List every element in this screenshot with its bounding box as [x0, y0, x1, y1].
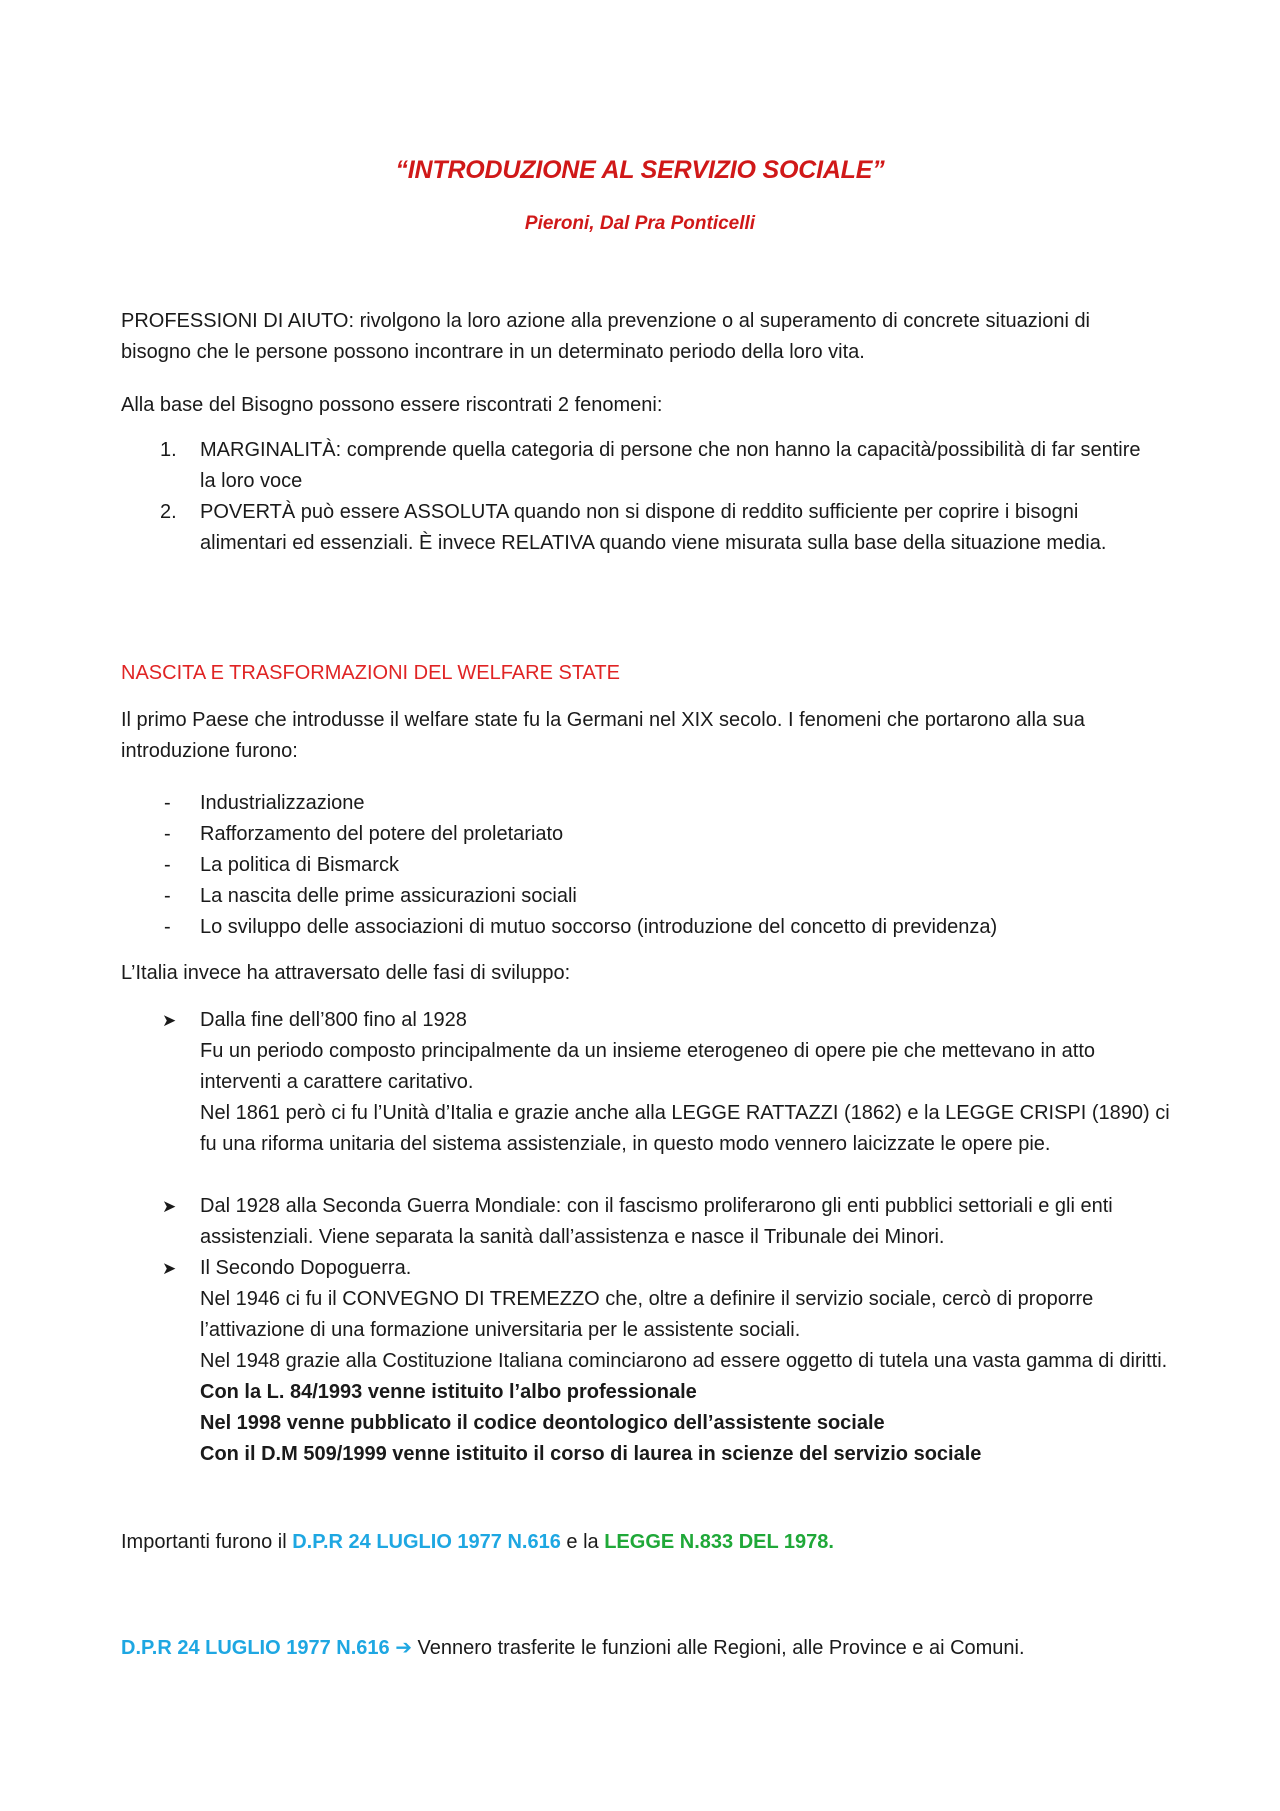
dash-item-text: Rafforzamento del potere del proletariato [200, 823, 564, 845]
important-mid: e la [560, 1531, 605, 1553]
phase-3-law-3: Con il D.M 509/1999 venne istituito il corso di laurea in scienze del servizio sociale [200, 1443, 982, 1465]
phase-3-law-1: Con la L. 84/1993 venne istituito l’albo professionale [200, 1381, 697, 1403]
dash-marker: - [164, 792, 171, 814]
dpr-paragraph [121, 1633, 1161, 1664]
dash-marker: - [164, 823, 171, 845]
dash-marker: - [164, 854, 171, 876]
intro-paragraph: PROFESSIONI DI AIUTO: rivolgono la loro azione alla prevenzione o al superamento di concrete situazioni di bisogno che le persone possono incontrare in un determinato periodo della loro vita. [121, 310, 1091, 363]
important-prefix: Importanti furono il [121, 1531, 293, 1553]
phase-3-detail: Nel 1948 grazie alla Costituzione Italiana cominciarono ad essere oggetto di tutela una vasta gamma di diritti. [200, 1350, 1168, 1372]
welfare-paragraph: Il primo Paese che introdusse il welfare state fu la Germani nel XIX secolo. I fenomeni che portarono alla sua introduzione furono: [121, 709, 1085, 762]
numbered-item-2 [160, 497, 1160, 559]
dash-marker: - [164, 916, 171, 938]
arrowhead-bullet-icon: ➤ [162, 1259, 177, 1278]
dash-item [164, 881, 1150, 912]
dash-item-text: Lo sviluppo delle associazioni di mutuo soccorso (introduzione del concetto di previdenza) [200, 916, 998, 938]
dash-marker: - [164, 885, 171, 907]
dash-item [164, 819, 1150, 850]
bisogno-paragraph: Alla base del Bisogno possono essere riscontrati 2 fenomeni: [121, 394, 663, 416]
welfare-heading: NASCITA E TRASFORMAZIONI DEL WELFARE STATE [121, 662, 620, 684]
dash-item-text: Industrializzazione [200, 792, 365, 814]
document-subtitle: Pieroni, Dal Pra Ponticelli [524, 213, 756, 234]
phase-item-3 [162, 1253, 1175, 1470]
dash-item [164, 850, 1150, 881]
list-number: 1. [160, 439, 177, 461]
numbered-item-1 [160, 435, 1160, 497]
list-number: 2. [160, 501, 177, 523]
dash-item-text: La politica di Bismarck [200, 854, 399, 876]
document-title: “INTRODUZIONE AL SERVIZIO SOCIALE” [395, 156, 885, 184]
dpr-text: Vennero trasferite le funzioni alle Regioni, alle Province e ai Comuni. [411, 1637, 1025, 1659]
dpr-reference: D.P.R 24 LUGLIO 1977 N.616 [292, 1531, 561, 1553]
phase-1-desc: Fu un periodo composto principalmente da un insieme eterogeneo di opere pie che mettevano in atto interventi a carattere caritativo. [200, 1040, 1096, 1093]
list-item-text: MARGINALITÀ: comprende quella categoria di persone che non hanno la capacità/possibilità di far sentire la loro voce [200, 439, 1141, 492]
dash-item [164, 788, 1150, 819]
dash-item-text: La nascita delle prime assicurazioni sociali [200, 885, 577, 907]
list-item-text: POVERTÀ può essere ASSOLUTA quando non si dispone di reddito sufficiente per coprire i bisogni alimentari ed essenziali. È invece RELATIVA quando viene misurata sulla base della situazione media. [200, 501, 1107, 554]
arrowhead-bullet-icon: ➤ [162, 1011, 177, 1030]
phase-1-title: Dalla fine dell’800 fino al 1928 [200, 1009, 467, 1031]
phase-3-law-2: Nel 1998 venne pubblicato il codice deontologico dell’assistente sociale [200, 1412, 885, 1434]
phase-item-2 [162, 1191, 1175, 1253]
phase-item-1 [162, 1005, 1175, 1160]
important-paragraph [121, 1527, 1161, 1558]
arrowhead-bullet-icon: ➤ [162, 1197, 177, 1216]
phase-1-detail: Nel 1861 però ci fu l’Unità d’Italia e grazie anche alla LEGGE RATTAZZI (1862) e la LEGGE CRISPI (1890) ci fu una riforma unitaria del sistema assistenziale, in questo modo vennero laicizzate le opere pie. [200, 1102, 1170, 1155]
legge-reference: LEGGE N.833 DEL 1978. [604, 1531, 834, 1553]
phase-3-title: Il Secondo Dopoguerra. [200, 1257, 412, 1279]
dash-item [164, 912, 1150, 943]
phase-3-desc: Nel 1946 ci fu il CONVEGNO DI TREMEZZO che, oltre a definire il servizio sociale, cercò di proporre l’attivazione di una formazione universitaria per le assistente sociali. [200, 1288, 1094, 1341]
italia-paragraph: L’Italia invece ha attraversato delle fasi di sviluppo: [121, 962, 571, 984]
right-arrow-icon: ➔ [395, 1637, 412, 1659]
dpr-label: D.P.R 24 LUGLIO 1977 N.616 [121, 1637, 390, 1659]
phase-2-text: Dal 1928 alla Seconda Guerra Mondiale: con il fascismo proliferarono gli enti pubblici settoriali e gli enti assistenziali. Viene separata la sanità dall’assistenza e nasce il Tribunale dei Minori. [200, 1195, 1113, 1248]
